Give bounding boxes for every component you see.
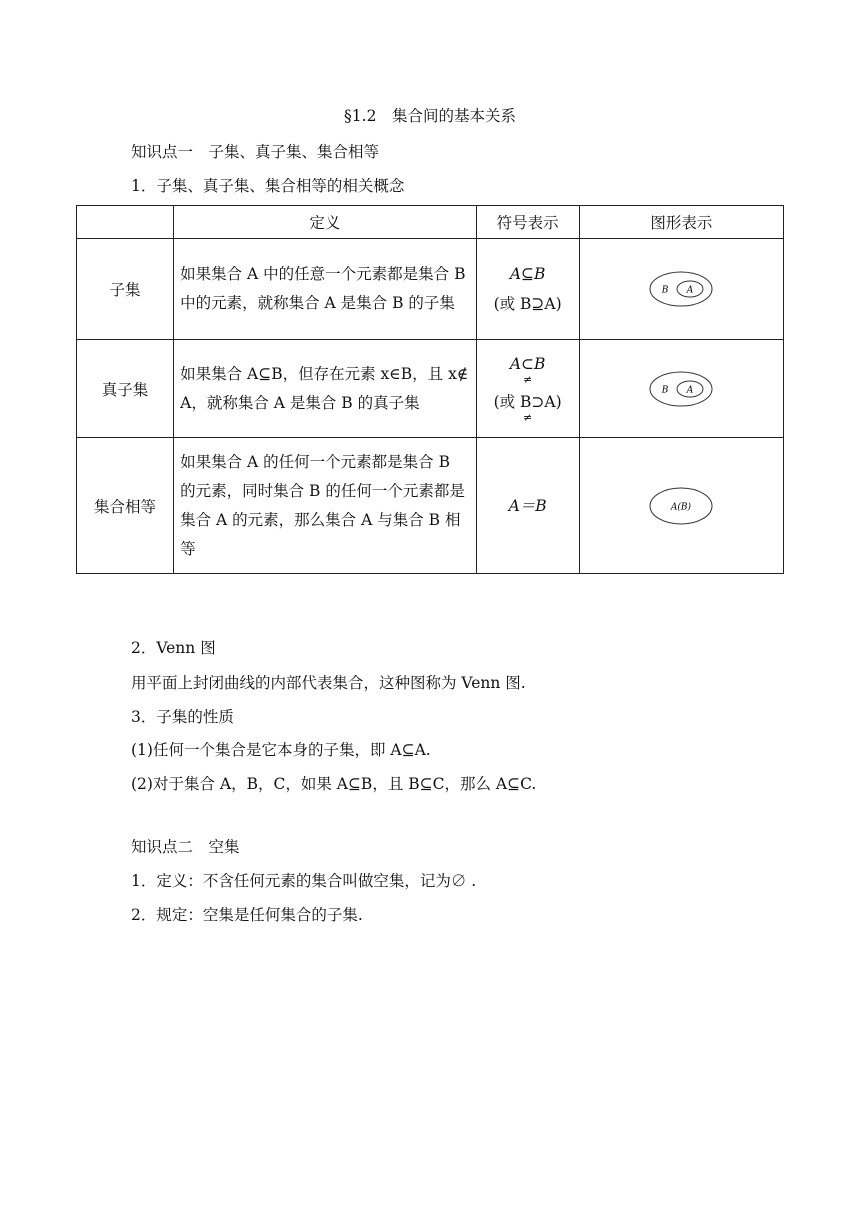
row-name-set-equality: 集合相等: [77, 438, 174, 574]
row-name-proper-subset: 真子集: [77, 340, 174, 438]
concepts-table: [76, 205, 784, 574]
table-row-set-equality: [77, 438, 784, 574]
symbol-main: A⊂B: [509, 354, 546, 373]
table-row-subset: [77, 239, 784, 340]
row-symbol-proper-subset: [476, 340, 579, 438]
venn-heading: 2．Venn 图: [131, 639, 216, 657]
row-figure-proper-subset: [579, 340, 783, 438]
row-symbol-subset: [476, 239, 579, 340]
header-definition: 定义: [174, 206, 476, 239]
row-def-set-equality: 如果集合 A 的任何一个元素都是集合 B 的元素，同时集合 B 的任何一个元素都是集合 A 的元素，那么集合 A 与集合 B 相等: [174, 438, 476, 574]
venn-label-inner: A: [687, 285, 694, 296]
symbol-alt-mark: ≠: [523, 410, 533, 424]
props-heading: 3．子集的性质: [131, 708, 234, 726]
venn-label-outer: B: [662, 385, 669, 395]
symbol-alt: (或 B⊇A): [493, 295, 562, 313]
row-def-proper-subset: 如果集合 A⊆B，但存在元素 x∈B，且 x∉ A，就称集合 A 是集合 B 的真子集: [174, 340, 476, 438]
header-figure: 图形表示: [579, 206, 783, 239]
venn-label-inner: A: [687, 385, 694, 395]
row-name-subset: 子集: [77, 239, 174, 340]
venn-text: 用平面上封闭曲线的内部代表集合，这种图称为 Venn 图.: [131, 674, 526, 692]
page-title: §1.2 集合间的基本关系: [344, 107, 516, 125]
props-item-2: (2)对于集合 A，B，C，如果 A⊆B，且 B⊆C，那么 A⊆C.: [131, 775, 537, 793]
venn-subset-diagram: [648, 270, 714, 308]
symbol-main: A＝B: [508, 496, 547, 515]
venn-label-equal: A(B): [671, 502, 692, 512]
empty-set-definition: 1．定义：不含任何元素的集合叫做空集，记为∅ .: [131, 872, 477, 890]
row-figure-set-equality: [579, 438, 783, 574]
venn-label-outer: B: [662, 285, 669, 296]
section-heading-kp2: 知识点二 空集: [131, 838, 240, 856]
symbol-main: A⊆B: [509, 265, 546, 283]
symbol-main-mark: ≠: [523, 372, 533, 386]
table-row-proper-subset: [77, 340, 784, 438]
header-empty: [77, 206, 174, 239]
venn-proper-subset-diagram: [648, 370, 714, 408]
empty-set-rule: 2．规定：空集是任何集合的子集.: [131, 906, 363, 924]
table-header-row: [77, 206, 784, 239]
row-symbol-set-equality: [476, 438, 579, 574]
section-heading-kp1: 知识点一 子集、真子集、集合相等: [131, 143, 380, 161]
header-symbol: 符号表示: [476, 206, 579, 239]
row-figure-subset: [579, 239, 783, 340]
subheading-concepts: 1．子集、真子集、集合相等的相关概念: [131, 177, 405, 195]
props-item-1: (1)任何一个集合是它本身的子集，即 A⊆A.: [131, 741, 431, 759]
symbol-alt: (或 B⊃A): [493, 392, 562, 411]
row-def-subset: 如果集合 A 中的任意一个元素都是集合 B 中的元素，就称集合 A 是集合 B 的子集: [174, 239, 476, 340]
venn-equality-diagram: [648, 486, 714, 526]
